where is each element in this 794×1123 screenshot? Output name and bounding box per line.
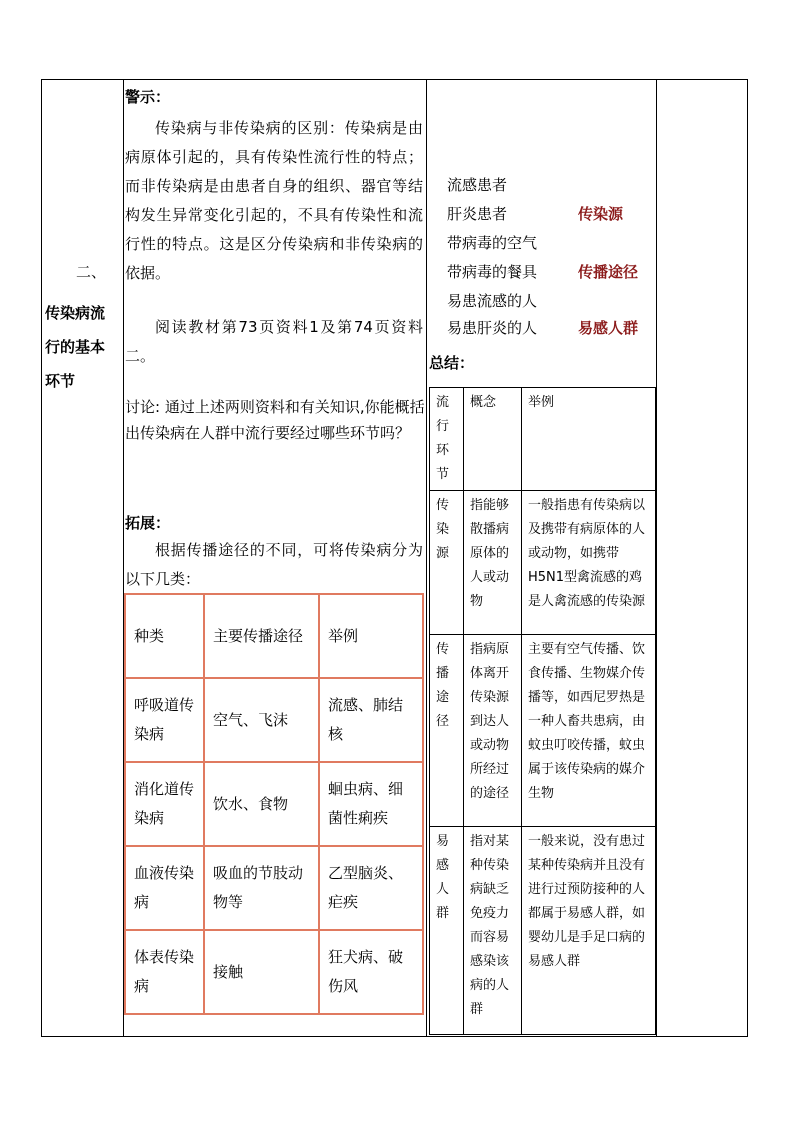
table-cell: 蛔虫病、细菌性痢疾 [319,762,423,846]
section-title-line: 传染病流 [45,304,106,322]
matching-label: 易感人群 [578,319,639,337]
summary-cell: 传播途径 [430,635,464,827]
summary-header-cell: 概念 [464,388,522,491]
matching-label: 传播途径 [578,263,639,281]
summary-cell: 一般指患有传染病以及携带有病原体的人或动物，如携带H5N1型禽流感的鸡是人禽流感的传染源 [522,491,656,635]
summary-header-cell: 举例 [522,388,656,491]
extension-intro: 根据传播途径的不同，可将传染病分为以下几类： [125,541,423,588]
section-title-line: 环节 [45,372,76,390]
table-cell: 消化道传染病 [125,762,204,846]
matching-item: 易患肝炎的人 [447,319,538,337]
table-row [125,678,423,762]
table-row [125,846,423,930]
table-row [125,762,423,846]
table-header-row [125,594,423,678]
table-header-cell: 种类 [125,594,204,678]
matching-item: 肝炎患者 [447,205,508,223]
discussion-question: 讨论: 通过上述两则资料和有关知识,你能概括出传染病在人群中流行要经过哪些环节吗？ [125,398,425,442]
summary-cell: 传染源 [430,491,464,635]
summary-cell: 主要有空气传播、饮食传播、生物媒介传播等，如西尼罗热是一种人畜共患病，由蚊虫叮咬传播，蚊虫属于该传染病的媒介生物 [522,635,656,827]
disease-type-table [124,593,424,1015]
warning-heading: 警示： [125,88,171,106]
section-title [45,296,125,398]
table-row [125,930,423,1014]
summary-table [429,387,656,1035]
extension-heading: 拓展： [125,514,171,532]
table-cell: 空气、飞沫 [204,678,319,762]
summary-cell: 易感人群 [430,827,464,1035]
table-cell: 体表传染病 [125,930,204,1014]
table-cell: 流感、肺结核 [319,678,423,762]
table-cell: 乙型脑炎、疟疾 [319,846,423,930]
reading-instruction: 阅读教材第73页资料1及第74页资料二。 [125,318,423,365]
table-cell: 接触 [204,930,319,1014]
table-cell: 血液传染病 [125,846,204,930]
matching-item: 带病毒的空气 [447,234,538,252]
matching-label: 传染源 [578,205,624,223]
column-divider-3 [656,79,657,1037]
summary-header-row [430,388,656,491]
table-cell: 呼吸道传染病 [125,678,204,762]
section-title-line: 行的基本 [45,338,106,356]
summary-cell: 一般来说，没有患过某种传染病并且没有进行过预防接种的人都属于易感人群，如婴幼儿是手足口病的易感人群 [522,827,656,1035]
table-cell: 饮水、食物 [204,762,319,846]
table-header-cell: 主要传播途径 [204,594,319,678]
summary-header-cell: 流行环节 [430,388,464,491]
matching-item: 易患流感的人 [447,292,538,310]
column-divider-2 [426,79,427,1037]
warning-paragraph: 传染病与非传染病的区别：传染病是由病原体引起的，具有传染性流行性的特点；而非传染病是由患者自身的组织、器官等结构发生异常变化引起的，不具有传染性和流行性的特点。这是区分传染病和非传染病的依据。 [125,119,423,282]
summary-cell: 指能够散播病原体的人或动物 [464,491,522,635]
summary-row [430,635,656,827]
table-cell: 吸血的节肢动物等 [204,846,319,930]
matching-item: 带病毒的餐具 [447,263,538,281]
matching-item: 流感患者 [447,176,508,194]
summary-cell: 指病原体离开传染源到达人或动物所经过的途径 [464,635,522,827]
table-cell: 狂犬病、破伤风 [319,930,423,1014]
table-header-cell: 举例 [319,594,423,678]
summary-heading: 总结： [429,354,475,372]
summary-row [430,491,656,635]
summary-row [430,827,656,1035]
summary-cell: 指对某种传染病缺乏免疫力而容易感染该病的人群 [464,827,522,1035]
section-number: 二、 [76,263,107,281]
